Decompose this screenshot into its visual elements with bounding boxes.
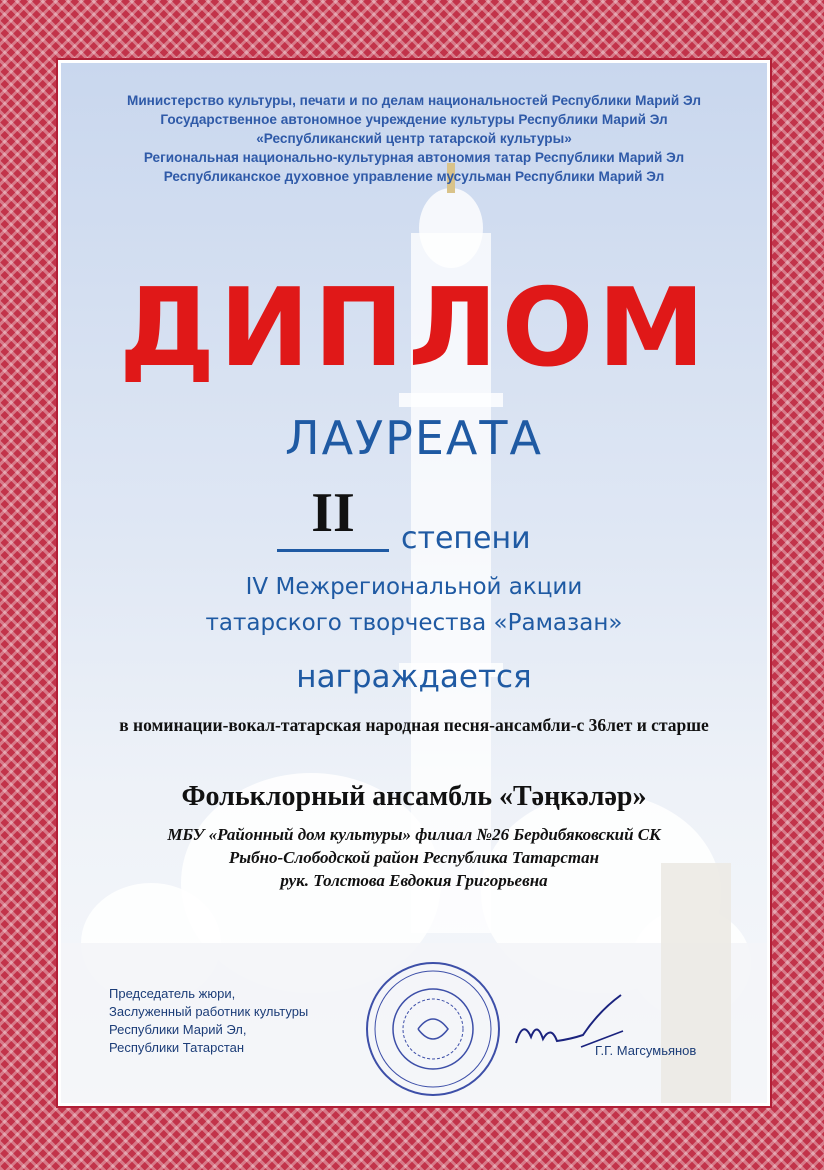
signer-name: Г.Г. Магсумьянов <box>595 1043 697 1058</box>
jury-line: Председатель жюри, <box>109 986 236 1001</box>
organizer-line: Региональная национально-культурная автономия татар Республики Марий Эл <box>143 150 685 165</box>
official-stamp-icon <box>363 959 503 1099</box>
organizers-header <box>61 91 767 186</box>
event-line: IV Межрегиональной акции <box>245 574 583 600</box>
diploma-title: ДИПЛОМ <box>119 266 709 391</box>
recipient-details <box>61 823 767 892</box>
jury-chair-title <box>109 985 308 1057</box>
jury-line: Республики Марий Эл, <box>109 1022 247 1037</box>
degree-word: степени <box>401 521 531 556</box>
degree-number: II <box>311 482 355 544</box>
recipient-detail-line: МБУ «Районный дом культуры» филиал №26 Бердибяковский СК <box>167 825 661 844</box>
jury-line: Заслуженный работник культуры <box>109 1004 309 1019</box>
jury-line: Республики Татарстан <box>109 1040 245 1055</box>
recipient-detail-line: Рыбно-Слободской район Республика Татарстан <box>228 848 600 867</box>
organizer-line: «Республиканский центр татарской культуры» <box>256 131 572 146</box>
organizer-line: Государственное автономное учреждение культуры Республики Марий Эл <box>160 112 668 127</box>
event-name <box>61 569 767 641</box>
event-line: татарского творчества «Рамазан» <box>205 610 623 636</box>
diploma-sheet <box>58 60 770 1106</box>
awarded-label: награждается <box>296 659 532 695</box>
organizer-line: Республиканское духовное управление мусульман Республики Марий Эл <box>163 169 665 184</box>
recipient-name: Фольклорный ансамбль «Тәңкәләр» <box>181 781 647 812</box>
nomination-text: в номинации-вокал-татарская народная песня-ансамбли-с 36лет и старше <box>119 715 709 735</box>
laureate-subtitle: ЛАУРЕАТА <box>285 411 543 465</box>
organizer-line: Министерство культуры, печати и по делам национальностей Республики Марий Эл <box>127 93 701 108</box>
recipient-detail-line: рук. Толстова Евдокия Григорьевна <box>280 871 548 890</box>
